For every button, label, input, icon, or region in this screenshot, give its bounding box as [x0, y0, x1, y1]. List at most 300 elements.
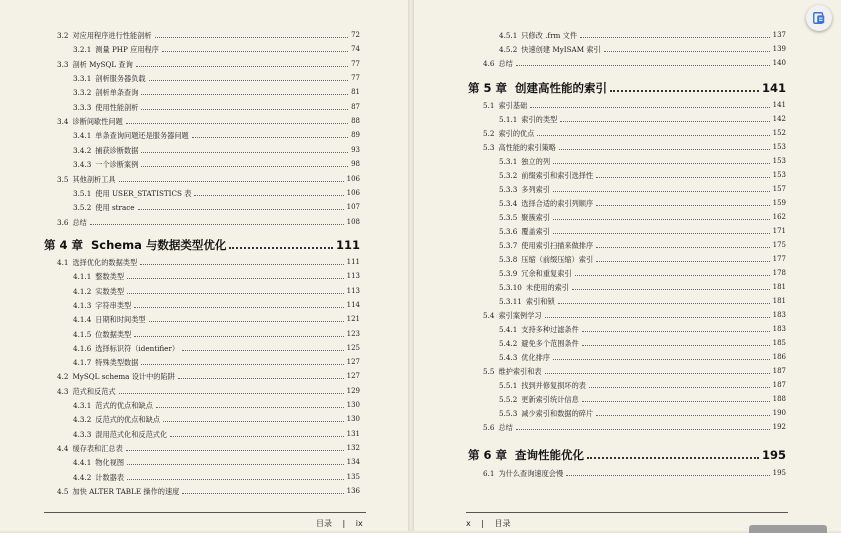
toc-entry-number: 4.3.1 [73, 401, 92, 410]
chapter-number: 第 4 章 [44, 238, 84, 252]
toc-leader-dots [141, 152, 348, 153]
toc-entry-number: 3.2 [57, 31, 69, 40]
toc-entry[interactable] [57, 117, 360, 126]
toc-entry-title: 对应用程序进行性能剖析 [72, 31, 152, 40]
toc-entry-title: 索引的优点 [498, 128, 535, 138]
toc-leader-dots [119, 393, 344, 394]
toc-leader-dots [604, 51, 770, 52]
toc-entry[interactable] [73, 473, 360, 482]
toc-entry-page: 175 [772, 240, 786, 249]
toc-entry-page: 140 [772, 59, 786, 67]
toc-leader-dots [138, 209, 344, 210]
toc-entry-page: 152 [772, 128, 786, 137]
toc-entry-number: 4.1.4 [73, 315, 92, 325]
toc-entry-number: 3.5.1 [73, 188, 92, 198]
chapter-leader-dots [610, 90, 759, 92]
toc-leader-dots [134, 336, 343, 337]
toc-leader-dots [149, 321, 344, 322]
toc-entry-title: 为什么查询速度会慢 [498, 469, 564, 478]
toc-entry-page: 181 [772, 282, 786, 291]
chapter-number: 第 6 章 [468, 448, 508, 462]
toc-entry-number: 5.3.2 [499, 170, 518, 180]
toc-entry-title: 剖析单条查询 [95, 88, 139, 98]
toc-entry[interactable] [499, 409, 786, 418]
toc-leader-dots [178, 378, 344, 379]
toc-entry-number: 3.3.3 [73, 102, 92, 112]
toc-entry-page: 188 [772, 394, 786, 403]
toc-entry[interactable] [73, 45, 360, 54]
toc-entry-page: 88 [351, 117, 360, 126]
toc-entry-page: 162 [772, 212, 786, 221]
toc-entry-title: 剖析 MySQL 查询 [72, 59, 133, 69]
toc-entry[interactable] [499, 297, 786, 306]
toc-chapter[interactable] [468, 81, 786, 95]
toc-entry[interactable] [499, 199, 786, 208]
toc-entry-title: 维护索引和表 [498, 366, 542, 376]
chapter-page: 195 [761, 448, 786, 462]
left-footer-rule [44, 512, 366, 513]
left-footer-page: ix [355, 519, 363, 528]
toc-leader-dots [560, 121, 769, 122]
toc-entry[interactable] [73, 458, 360, 467]
toc-entry-page: 132 [346, 443, 360, 452]
toc-entry-number: 5.3.7 [499, 240, 518, 250]
toc-entry-number: 4.4.1 [73, 458, 92, 468]
toc-entry-title: 只修改 .frm 文件 [521, 31, 578, 40]
toc-entry-number: 4.2 [57, 372, 69, 382]
toc-entry[interactable] [499, 255, 786, 264]
toc-entry[interactable] [499, 115, 786, 124]
toc-leader-dots [582, 345, 770, 346]
toc-entry-title: 实数类型 [95, 286, 125, 296]
toc-entry-page: 72 [351, 31, 360, 39]
toc-entry-title: 测量 PHP 应用程序 [95, 45, 159, 55]
toc-entry-title: 索引案例学习 [498, 310, 542, 320]
toc-entry-title: 计数器表 [95, 472, 125, 482]
toc-entry-title: 索引基础 [498, 101, 528, 110]
toc-entry[interactable] [499, 157, 786, 166]
toc-entry-title: 支持多种过滤条件 [521, 324, 579, 334]
toc-entry-page: 178 [772, 268, 786, 277]
toc-entry-page: 81 [351, 88, 360, 97]
toc-entry-title: 高性能的索引策略 [498, 142, 556, 152]
toc-entry-page: 93 [351, 145, 360, 154]
toc-leader-dots [516, 429, 770, 430]
toc-leader-dots [126, 450, 344, 451]
toc-entry-number: 5.3.1 [499, 156, 518, 166]
toc-leader-dots [596, 177, 769, 178]
chapter-title: 创建高性能的索引 [515, 81, 608, 95]
toc-entry-page: 125 [346, 343, 360, 352]
toc-entry[interactable] [57, 387, 360, 396]
toc-entry-number: 3.2.1 [73, 45, 92, 55]
toc-entry-number: 4.1.3 [73, 300, 92, 310]
toc-entry-page: 114 [346, 300, 360, 309]
toc-entry-number: 3.5 [57, 174, 69, 184]
toc-entry[interactable] [73, 272, 360, 281]
right-footer-sep: | [481, 519, 484, 528]
toc-leader-dots [170, 436, 343, 437]
toc-entry-number: 5.4.1 [499, 324, 518, 334]
toc-leader-dots [545, 317, 770, 318]
toc-entry-page: 123 [346, 329, 360, 338]
toc-entry-title: 避免多个范围条件 [521, 338, 579, 348]
toc-leader-dots [530, 107, 769, 108]
right-footer-page: x [466, 519, 471, 528]
chapter-leader-dots [229, 247, 333, 249]
toc-entry-page: 74 [351, 45, 360, 54]
toc-entry-title: 减少索引和数据的碎片 [521, 408, 594, 418]
toc-entry-number: 4.5.2 [499, 45, 518, 54]
bottom-scroll-tab[interactable] [749, 525, 827, 533]
chapter-title: 查询性能优化 [515, 448, 585, 462]
toc-leader-dots [163, 421, 344, 422]
toc-entry-number: 4.4.2 [73, 472, 92, 482]
toc-entry-number: 4.1.2 [73, 286, 92, 296]
toc-leader-dots [141, 364, 343, 365]
toc-entry-number: 3.4 [57, 117, 69, 127]
toc-entry-title: 字符串类型 [95, 300, 132, 310]
toc-entry[interactable] [499, 339, 786, 348]
toc-entry[interactable] [499, 185, 786, 194]
toc-leader-dots [596, 415, 769, 416]
toc-entry-number: 5.3 [483, 142, 495, 152]
toc-leader-dots [156, 407, 344, 408]
toc-entry-title: 特殊类型数据 [95, 358, 139, 368]
toc-leader-dots [155, 37, 349, 38]
toc-leader-dots [127, 293, 344, 294]
toc-entry-number: 4.1.6 [73, 343, 92, 353]
toc-chapter[interactable] [468, 448, 786, 462]
toc-chapter[interactable] [44, 238, 360, 252]
toc-entry[interactable] [483, 469, 786, 478]
toc-leader-dots [589, 387, 770, 388]
toc-entry-title: 覆盖索引 [521, 226, 551, 236]
toc-entry-number: 5.3.9 [499, 268, 518, 278]
toc-leader-dots [182, 493, 343, 494]
toc-entry[interactable] [499, 269, 786, 278]
toc-entry-page: 130 [346, 401, 360, 409]
toc-entry-number: 3.6 [57, 217, 69, 227]
toc-entry-title: 使用索引扫描来做排序 [521, 240, 594, 250]
toc-entry-page: 121 [346, 315, 360, 324]
chapter-leader-dots [587, 457, 759, 459]
toc-leader-dots [127, 479, 344, 480]
toc-entry-page: 181 [772, 296, 786, 305]
toc-entry[interactable] [57, 372, 360, 381]
toc-entry-page: 141 [772, 101, 786, 109]
toc-entry-title: 未使用的索引 [525, 282, 570, 292]
toc-entry[interactable] [57, 175, 360, 184]
toc-leader-dots [559, 149, 770, 150]
toc-entry[interactable] [483, 101, 786, 110]
toc-entry-title: 日期和时间类型 [95, 315, 146, 325]
toc-leader-dots [127, 464, 344, 465]
toc-leader-dots [119, 181, 344, 182]
toc-entry-number: 5.3.4 [499, 198, 518, 208]
chapter-page: 111 [335, 238, 360, 252]
toc-entry[interactable] [73, 430, 360, 439]
toc-entry[interactable] [73, 160, 360, 169]
toc-entry-page: 153 [772, 170, 786, 179]
toc-entry-number: 4.1 [57, 258, 69, 267]
toc-entry-number: 4.1.7 [73, 358, 92, 368]
left-footer-label: 目录 [316, 519, 332, 528]
toc-entry-title: 压缩（前缀压缩）索引 [521, 254, 594, 264]
toc-entry[interactable] [73, 315, 360, 324]
toc-entry[interactable] [499, 353, 786, 362]
toc-entry-number: 4.5.1 [499, 31, 518, 40]
toc-entry[interactable] [73, 287, 360, 296]
toc-entry-number: 5.5.2 [499, 394, 518, 404]
toc-entry-page: 186 [772, 352, 786, 361]
toc-entry[interactable] [73, 301, 360, 310]
toc-entry-number: 5.5 [483, 366, 495, 376]
chapter-number: 第 5 章 [468, 81, 508, 95]
toc-entry-number: 5.5.3 [499, 408, 518, 418]
toc-entry-number: 4.4 [57, 443, 69, 453]
toc-entry-number: 5.3.5 [499, 212, 518, 222]
toc-entry[interactable] [73, 74, 360, 83]
toc-leader-dots [141, 166, 348, 167]
toc-entry-title: 整数类型 [95, 272, 125, 282]
toc-leader-dots [582, 401, 770, 402]
toc-entry-number: 5.4.3 [499, 352, 518, 362]
toc-entry-number: 5.5.1 [499, 380, 518, 390]
toc-entry[interactable] [483, 59, 786, 68]
toc-entry-title: 总结 [498, 59, 513, 68]
toc-leader-dots [575, 275, 770, 276]
toc-entry-page: 107 [346, 203, 360, 212]
toc-leader-dots [566, 475, 769, 476]
toc-entry-title: 混用范式化和反范式化 [95, 429, 168, 439]
toc-entry-title: 缓存表和汇总表 [72, 443, 123, 453]
toc-entry-title: MySQL schema 设计中的陷阱 [72, 372, 175, 382]
toc-entry-title: 使用 strace [95, 203, 135, 213]
toc-entry-number: 4.1.1 [73, 272, 92, 282]
toc-entry[interactable] [73, 189, 360, 198]
toc-leader-dots [596, 247, 769, 248]
toc-entry[interactable] [73, 88, 360, 97]
toc-entry-page: 87 [351, 102, 360, 111]
toc-entry[interactable] [483, 143, 786, 152]
toc-entry-title: 前缀索引和索引选择性 [521, 170, 594, 180]
toc-entry-page: 98 [351, 160, 360, 169]
toc-entry[interactable] [57, 31, 360, 40]
toc-leader-dots [553, 191, 770, 192]
toc-entry-title: 快速创建 MyISAM 索引 [521, 45, 601, 54]
toc-entry-title: 选择合适的索引列顺序 [521, 198, 594, 208]
toc-entry[interactable] [73, 203, 360, 212]
toc-entry-number: 5.1 [483, 101, 495, 110]
toc-leader-dots [182, 350, 344, 351]
toc-entry[interactable] [57, 444, 360, 453]
toc-entry-title: 优化排序 [521, 352, 551, 362]
toc-entry[interactable] [483, 367, 786, 376]
toc-entry-number: 6.1 [483, 469, 495, 478]
toc-leader-dots [516, 65, 770, 66]
toc-entry-page: 190 [772, 408, 786, 417]
toc-entry-page: 142 [772, 114, 786, 123]
toc-entry[interactable] [483, 423, 786, 432]
toc-entry-page: 106 [346, 188, 360, 197]
toc-leader-dots [134, 307, 343, 308]
toc-entry-number: 5.1.1 [499, 114, 518, 124]
toc-entry-title: 一个诊断案例 [95, 160, 139, 170]
toc-entry-title: 冗余和重复索引 [521, 268, 572, 278]
toc-entry-title: 总结 [72, 217, 87, 227]
toc-leader-dots [553, 233, 770, 234]
toc-entry-number: 5.4.2 [499, 338, 518, 348]
toc-entry-page: 77 [351, 59, 360, 68]
toc-entry-page: 153 [772, 142, 786, 151]
right-footer-label: 目录 [494, 519, 511, 528]
toc-leader-dots [149, 80, 348, 81]
toc-entry-title: 位数据类型 [95, 329, 132, 339]
toc-entry[interactable] [483, 129, 786, 138]
toc-entry-page: 195 [772, 469, 786, 477]
toc-entry-number: 5.3.10 [499, 282, 522, 292]
toc-leader-dots [553, 163, 770, 164]
toc-entry[interactable] [57, 487, 360, 496]
toc-entry-page: 130 [346, 415, 360, 424]
toc-entry-page: 157 [772, 184, 786, 193]
toc-leader-dots [141, 94, 348, 95]
toc-entry[interactable] [499, 381, 786, 390]
toc-entry[interactable] [483, 311, 786, 320]
toc-entry-page: 139 [772, 45, 786, 53]
toc-entry-page: 171 [772, 226, 786, 235]
toc-entry[interactable] [499, 213, 786, 222]
toc-entry-title: 诊断间歇性问题 [72, 117, 123, 127]
toc-entry-page: 153 [772, 156, 786, 165]
toc-entry-page: 129 [346, 386, 360, 395]
toc-entry-page: 159 [772, 198, 786, 207]
toc-entry-title: 独立的列 [521, 156, 551, 166]
toc-entry-title: 其他剖析工具 [72, 174, 116, 184]
toc-leader-dots [572, 289, 770, 290]
toc-entry-title: 选择优化的数据类型 [72, 258, 138, 267]
document-viewer-icon[interactable] [806, 5, 832, 31]
toc-entry-number: 3.3 [57, 59, 69, 69]
toc-entry[interactable] [499, 283, 786, 292]
toc-entry-page: 134 [346, 458, 360, 467]
toc-entry[interactable] [73, 131, 360, 140]
toc-entry-title: 选择标识符（identifier） [95, 343, 180, 353]
toc-entry-title: 聚簇索引 [521, 212, 551, 222]
toc-entry-title: 更新索引统计信息 [521, 394, 579, 404]
toc-entry-page: 136 [346, 486, 360, 495]
toc-entry[interactable] [73, 401, 360, 410]
toc-entry-number: 3.3.1 [73, 74, 92, 84]
toc-leader-dots [537, 135, 769, 136]
left-footer-sep: | [342, 519, 346, 528]
toc-entry-title: 使用性能剖析 [95, 102, 139, 112]
toc-entry-page: 113 [346, 286, 360, 295]
toc-entry-title: 索引的类型 [521, 114, 558, 124]
toc-leader-dots [596, 205, 769, 206]
toc-entry[interactable] [57, 60, 360, 69]
toc-leader-dots [90, 224, 344, 225]
toc-leader-dots [136, 66, 348, 67]
toc-leader-dots [545, 373, 770, 374]
toc-entry-page: 135 [346, 472, 360, 481]
toc-entry-number: 3.5.2 [73, 203, 92, 213]
toc-entry-title: 物化视图 [95, 458, 125, 468]
document-viewer-glyph [812, 11, 826, 25]
toc-entry[interactable] [499, 325, 786, 334]
toc-entry[interactable] [73, 330, 360, 339]
toc-leader-dots [558, 303, 770, 304]
toc-entry-number: 4.3.2 [73, 415, 92, 425]
toc-leader-dots [553, 359, 770, 360]
toc-entry-page: 77 [351, 74, 360, 83]
chapter-page: 141 [761, 81, 786, 95]
toc-leader-dots [582, 331, 770, 332]
toc-entry-number: 5.3.6 [499, 226, 518, 236]
toc-entry-page: 137 [772, 31, 786, 39]
toc-entry-page: 187 [772, 366, 786, 375]
toc-entry-page: 185 [772, 338, 786, 347]
toc-entry-title: 剖析服务器负载 [95, 74, 146, 84]
toc-entry[interactable] [499, 171, 786, 180]
toc-entry[interactable] [73, 344, 360, 353]
right-footer-rule [466, 512, 788, 513]
right-footer [466, 518, 511, 529]
toc-entry[interactable] [57, 258, 360, 267]
toc-entry[interactable] [57, 218, 360, 227]
toc-entry-number: 3.4.2 [73, 145, 92, 155]
toc-entry[interactable] [499, 45, 786, 54]
toc-entry-title: 索引和锁 [525, 296, 555, 306]
toc-entry-title: 使用 USER_STATISTICS 表 [95, 188, 192, 198]
toc-entry-number: 5.4 [483, 310, 495, 320]
toc-entry[interactable] [499, 241, 786, 250]
toc-entry-number: 3.3.2 [73, 88, 92, 98]
toc-entry-number: 4.5 [57, 486, 69, 496]
toc-leader-dots [140, 264, 343, 265]
toc-leader-dots [194, 195, 343, 196]
toc-leader-dots [192, 137, 348, 138]
toc-entry[interactable] [73, 415, 360, 424]
book-gutter [408, 0, 414, 531]
toc-entry[interactable] [499, 31, 786, 40]
toc-entry-page: 89 [351, 131, 360, 140]
toc-entry-number: 4.6 [483, 59, 495, 68]
toc-entry-number: 5.3.8 [499, 254, 518, 264]
toc-entry-page: 111 [346, 258, 360, 266]
toc-entry[interactable] [73, 103, 360, 112]
toc-entry-number: 5.2 [483, 128, 495, 138]
toc-entry-page: 192 [772, 422, 786, 431]
toc-entry[interactable] [73, 358, 360, 367]
toc-entry-page: 113 [346, 272, 360, 281]
toc-entry-title: 范式的优点和缺点 [95, 401, 153, 410]
toc-entry[interactable] [499, 395, 786, 404]
toc-entry-title: 反范式的优点和缺点 [95, 415, 160, 425]
toc-leader-dots [596, 261, 769, 262]
toc-entry-page: 127 [346, 372, 360, 381]
toc-entry[interactable] [73, 146, 360, 155]
toc-entry-number: 4.3.3 [73, 429, 92, 439]
toc-entry-title: 总结 [498, 422, 513, 432]
toc-entry-title: 单条查询问题还是服务器问题 [95, 131, 189, 141]
toc-entry-page: 127 [346, 358, 360, 367]
toc-entry-title: 加快 ALTER TABLE 操作的速度 [72, 486, 180, 496]
toc-entry[interactable] [499, 227, 786, 236]
toc-entry-page: 183 [772, 310, 786, 319]
toc-entry-number: 4.3 [57, 386, 69, 396]
